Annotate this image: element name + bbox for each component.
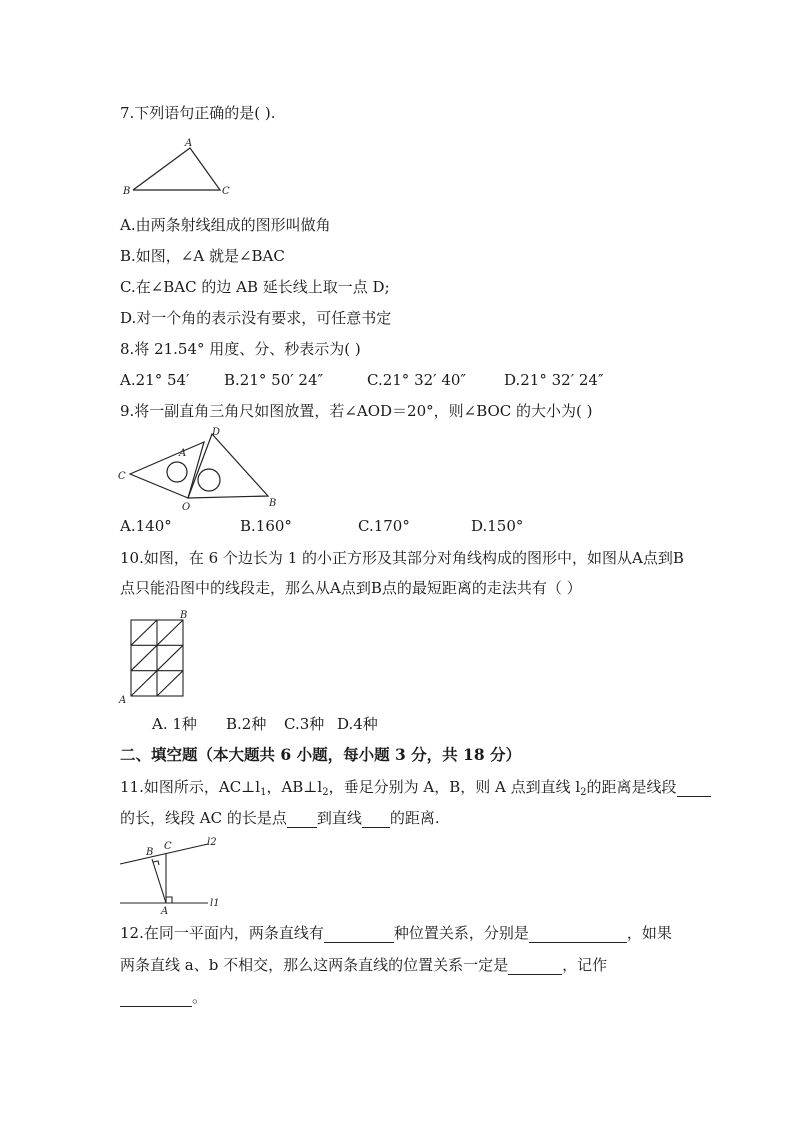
- q11-label-l2: l2: [207, 837, 217, 848]
- q7-stem: 7.下列语句正确的是( ).: [120, 104, 276, 122]
- q11-right-angle-mark-a: [166, 897, 172, 903]
- q9-option-b: B.160°: [240, 517, 292, 535]
- q8-option-a: A.21° 54′: [120, 371, 190, 389]
- q11-line1: [120, 777, 711, 797]
- q11-label-c: C: [164, 841, 172, 852]
- q12-answer-blank-1[interactable]: [324, 926, 394, 943]
- q11-text-1d: 的距离是线段: [586, 778, 677, 796]
- q12-text-1b: 种位置关系，分别是: [393, 924, 529, 942]
- q9-option-c: C.170°: [358, 517, 410, 535]
- q9-hole-right: [198, 469, 220, 491]
- q10-label-a: A: [119, 695, 127, 704]
- q9-option-d: D.150°: [471, 517, 524, 535]
- q10-stem-line1: 10.如图，在 6 个边长为 1 的小正方形及其部分对角线构成的图形中，如图从A点到B: [120, 549, 684, 567]
- q9-label-a: A: [179, 448, 187, 459]
- q9-hole-left: [167, 462, 187, 482]
- q7-option-c: C.在∠BAC 的边 AB 延长线上取一点 D;: [120, 278, 390, 296]
- q12-line1: [120, 923, 672, 943]
- q10-diagonal-1: [131, 620, 157, 645]
- q10-option-b: B.2种: [226, 715, 267, 733]
- q10-options: [152, 714, 378, 734]
- q11-perpendicular-figure: [118, 834, 224, 916]
- q9-label-c: C: [118, 471, 126, 482]
- q11-text-2b: 到直线: [316, 809, 362, 827]
- q10-option-a: A. 1种: [152, 715, 197, 733]
- q7-option-b: B.如图，∠A 就是∠BAC: [120, 247, 285, 265]
- q10-label-b: B: [180, 610, 188, 621]
- q11-sub-2: 2: [322, 787, 329, 798]
- q11-line2: [120, 808, 440, 828]
- q8-stem: 8.将 21.54° 用度、分、秒表示为( ): [120, 340, 361, 358]
- q7-option-a: A.由两条射线组成的图形叫做角: [120, 216, 331, 234]
- q11-answer-blank-1[interactable]: [677, 780, 711, 797]
- q10-diagonal-3: [131, 645, 157, 670]
- q11-answer-blank-2[interactable]: [287, 811, 317, 828]
- q11-segment-ab: [152, 859, 166, 903]
- q9-label-d: D: [212, 427, 221, 438]
- q9-stem: 9.将一副直角三角尺如图放置，若∠AOD＝20°，则∠BOC 的大小为( ): [120, 402, 593, 420]
- q11-sub-1: 1: [260, 787, 267, 798]
- q10-stem-line2: 点只能沿图中的线段走，那么从A点到B点的最短距离的走法共有（ ）: [120, 579, 582, 597]
- q9-option-a: A.140°: [120, 517, 172, 535]
- q11-sub-3: 2: [580, 787, 587, 798]
- q10-option-d: D.4种: [337, 715, 378, 733]
- q11-label-a: A: [161, 906, 169, 916]
- q11-label-l1: l1: [210, 898, 220, 909]
- q10-grid-figure: [117, 608, 193, 704]
- section2-title: 二、填空题（本大题共 6 小题，每小题 3 分，共 18 分）: [120, 745, 522, 764]
- q12-text-1a: 12.在同一平面内，两条直线有: [120, 924, 324, 942]
- q8-option-c: C.21° 32′ 40″: [367, 371, 467, 389]
- q10-diagonal-2: [157, 620, 183, 645]
- q9-label-o: O: [182, 502, 191, 512]
- q12-answer-blank-4[interactable]: [120, 990, 192, 1007]
- q7-label-b: B: [123, 186, 131, 197]
- q11-text-2a: 的长，线段 AC 的长是点: [120, 809, 287, 827]
- q12-text-2a: 两条直线 a、b 不相交，那么这两条直线的位置关系一定是: [120, 956, 509, 974]
- q10-diagonal-6: [157, 671, 183, 696]
- q9-label-b: B: [269, 498, 277, 509]
- q12-line2: [120, 955, 607, 975]
- q7-triangle-figure: [118, 136, 238, 198]
- q11-text-1c: ，垂足分别为 A，B，则 A 点到直线 l: [328, 778, 581, 796]
- q11-text-2c: 的距离.: [389, 809, 440, 827]
- q7-option-d: D.对一个角的表示没有要求，可任意书定: [120, 309, 392, 327]
- q11-text-1b: ，AB⊥l: [266, 778, 323, 796]
- q10-diagonal-5: [131, 671, 157, 696]
- q7-label-a: A: [185, 138, 193, 149]
- q7-triangle: [133, 148, 220, 190]
- q8-options: [120, 370, 604, 390]
- q8-option-b: B.21° 50′ 24″: [224, 371, 324, 389]
- q12-text-2b: ，记作: [562, 956, 608, 974]
- q12-text-1c: ，如果: [626, 924, 672, 942]
- q11-text-1a: 11.如图所示，AC⊥l: [120, 778, 261, 796]
- q10-diagonal-4: [157, 645, 183, 670]
- q9-set-squares-figure: [116, 426, 286, 512]
- q8-option-d: D.21° 32′ 24″: [504, 371, 604, 389]
- q11-label-b: B: [146, 847, 154, 858]
- q12-text-3a: 。: [192, 988, 208, 1006]
- q11-answer-blank-3[interactable]: [362, 811, 390, 828]
- q9-options: [120, 516, 523, 536]
- q7-label-c: C: [222, 186, 230, 197]
- q12-answer-blank-2[interactable]: [529, 926, 627, 943]
- q12-answer-blank-3[interactable]: [508, 958, 562, 975]
- q12-line3: [120, 987, 207, 1007]
- q10-option-c: C.3种: [284, 715, 325, 733]
